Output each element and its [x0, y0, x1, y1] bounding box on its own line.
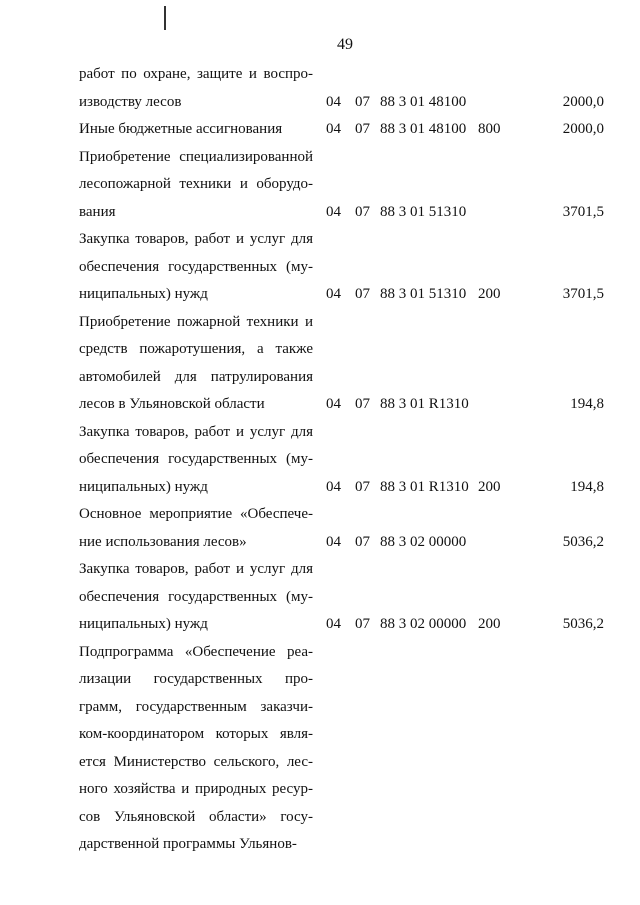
table-row	[0, 639, 640, 859]
target-article-code: 88 3 01 48100	[380, 93, 467, 110]
description-line: грамм, государственным заказчи-	[79, 698, 313, 715]
row-description	[79, 226, 313, 309]
section-code: 04	[326, 616, 341, 632]
row-description	[79, 639, 313, 859]
table-row	[0, 556, 640, 639]
table-row	[0, 226, 640, 309]
target-article-code: 88 3 01 51310	[380, 203, 467, 220]
description-line: ниципальных) нужд	[79, 286, 208, 302]
target-article-code: 88 3 01 R1310	[380, 478, 469, 495]
table-row	[0, 419, 640, 502]
description-line: Приобретение специализированной	[79, 148, 313, 165]
page-number: 49	[337, 36, 353, 53]
description-line: дарственной программы Ульянов-	[79, 836, 297, 852]
amount: 2000,0	[562, 121, 604, 137]
description-line: обеспечения государственных (му-	[79, 588, 313, 605]
description-line: работ по охране, защите и воспро-	[79, 66, 313, 82]
expense-type-code: 800	[478, 121, 501, 137]
description-line: Основное мероприятие «Обеспече-	[79, 506, 313, 522]
description-line: лесопожарной техники и оборудо-	[79, 176, 313, 192]
description-line: Закупка товаров, работ и услуг для	[79, 423, 313, 440]
description-line: лесов в Ульяновской области	[79, 396, 265, 412]
target-article-code: 88 3 01 51310	[380, 286, 467, 302]
description-line: Иные бюджетные ассигнования	[79, 121, 283, 137]
description-line: средств пожаротушения, а также	[79, 341, 313, 357]
margin-mark	[164, 6, 166, 30]
subsection-code: 07	[355, 616, 370, 632]
table-row	[0, 309, 640, 419]
target-article-code: 88 3 02 00000	[380, 533, 467, 550]
subsection-code: 07	[355, 478, 370, 495]
description-line: сов Ульяновской области» госу-	[79, 808, 313, 825]
row-description	[79, 61, 313, 116]
description-line: ние использования лесов»	[79, 533, 247, 550]
description-line: обеспечения государственных (му-	[79, 451, 313, 467]
description-line: Подпрограмма «Обеспечение реа-	[79, 643, 313, 660]
description-line: ется Министерство сельского, лес-	[79, 753, 313, 770]
description-line: обеспечения государственных (му-	[79, 258, 313, 275]
description-line: Закупка товаров, работ и услуг для	[79, 561, 313, 577]
row-description	[79, 144, 313, 227]
amount: 5036,2	[562, 533, 604, 550]
expense-type-code: 200	[478, 616, 501, 632]
description-line: ком-координатором которых явля-	[79, 726, 313, 742]
description-line: ного хозяйства и природных ресур-	[79, 781, 313, 797]
description-line: Закупка товаров, работ и услуг для	[79, 231, 313, 247]
target-article-code: 88 3 01 R1310	[380, 396, 469, 412]
row-description	[79, 556, 313, 639]
row-description	[79, 419, 313, 502]
subsection-code: 07	[355, 93, 370, 110]
amount: 5036,2	[562, 616, 604, 632]
amount: 194,8	[570, 396, 604, 412]
row-description	[79, 116, 313, 144]
description-line: ниципальных) нужд	[79, 616, 208, 632]
target-article-code: 88 3 02 00000	[380, 616, 467, 632]
expense-type-code: 200	[478, 478, 501, 495]
table-row	[0, 116, 640, 144]
row-description	[79, 309, 313, 419]
table-row	[0, 144, 640, 227]
section-code: 04	[326, 396, 341, 412]
section-code: 04	[326, 203, 341, 220]
description-line: ниципальных) нужд	[79, 478, 208, 495]
subsection-code: 07	[355, 533, 370, 550]
description-line: вания	[79, 203, 116, 220]
description-line: лизации государственных про-	[79, 671, 313, 687]
expense-type-code: 200	[478, 286, 501, 302]
subsection-code: 07	[355, 121, 370, 137]
amount: 2000,0	[562, 93, 604, 110]
amount: 3701,5	[562, 203, 604, 220]
description-line: изводству лесов	[79, 93, 182, 110]
section-code: 04	[326, 121, 341, 137]
subsection-code: 07	[355, 286, 370, 302]
section-code: 04	[326, 286, 341, 302]
section-code: 04	[326, 478, 341, 495]
description-line: Приобретение пожарной техники и	[79, 313, 313, 330]
subsection-code: 07	[355, 396, 370, 412]
description-line: автомобилей для патрулирования	[79, 368, 313, 385]
section-code: 04	[326, 93, 341, 110]
table-row	[0, 501, 640, 556]
section-code: 04	[326, 533, 341, 550]
row-description	[79, 501, 313, 556]
target-article-code: 88 3 01 48100	[380, 121, 467, 137]
subsection-code: 07	[355, 203, 370, 220]
amount: 194,8	[570, 478, 604, 495]
table-row	[0, 61, 640, 116]
amount: 3701,5	[562, 286, 604, 302]
